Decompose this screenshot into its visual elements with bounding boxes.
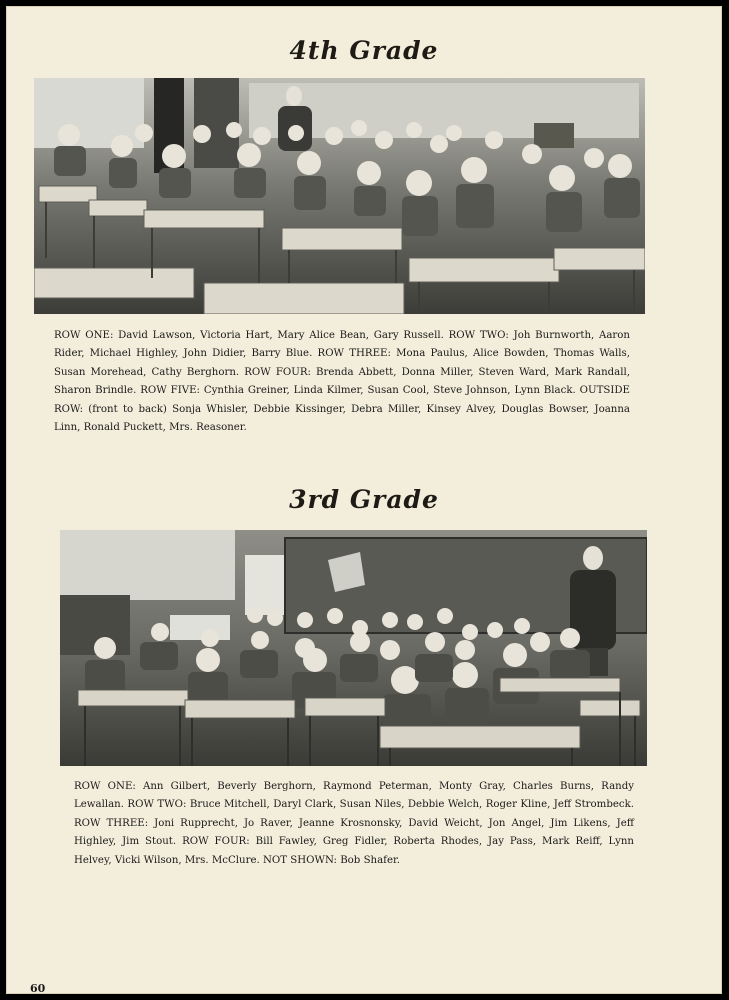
class-photo-3rd-grade-image bbox=[60, 530, 647, 766]
page-number: 60 bbox=[30, 982, 46, 995]
class-photo-3rd-grade bbox=[60, 530, 647, 766]
photo-caption-4th-grade: ROW ONE: David Lawson, Victoria Hart, Mary Alice Bean, Gary Russell. ROW TWO: Joh Burnworth, Aaron Rider, Michael Highley, John Didier, Barry Blue. ROW THREE: Mona Paulus, Alice Bowden, Thomas Walls, Susan Morehead, Cathy Berghorn. ROW FOUR: Brenda Abbett, Donna Miller, Steven Ward, Mark Randall, Sharon Brindle. ROW FIVE: Cynthia Greiner, Linda Kilmer, Susan Cool, Steve Johnson, Lynn Black. OUTSIDE ROW: (front to back) Sonja Whisler, Debbie Kissinger, Debra Miller, Kinsey Alvey, Douglas Bowser, Joanna Linn, Ronald Puckett, Mrs. Reasoner. bbox=[54, 330, 630, 434]
photo-caption-3rd-grade: ROW ONE: Ann Gilbert, Beverly Berghorn, Raymond Peterman, Monty Gray, Charles Burns, Randy Lewallan. ROW TWO: Bruce Mitchell, Daryl Clark, Susan Niles, Debbie Welch, Roger Kline, Jeff Strombeck. ROW THREE: Joni Rupprecht, Jo Raver, Jeanne Krosnonsky, David Weicht, Jon Angel, Jim Likens, Jeff Highley, Jim Stout. ROW FOUR: Bill Fawley, Greg Fidler, Roberta Rhodes, Jay Pass, Mark Reiff, Lynn Helvey, Vicki Wilson, Mrs. McClure. NOT SHOWN: Bob Shafer. bbox=[74, 781, 634, 866]
section-heading-3rd-grade: 3rd Grade bbox=[289, 485, 439, 514]
yearbook-page bbox=[6, 6, 722, 994]
class-photo-4th-grade bbox=[34, 78, 645, 314]
section-heading-4th-grade: 4th Grade bbox=[289, 36, 439, 65]
class-photo-4th-grade-image bbox=[34, 78, 645, 314]
